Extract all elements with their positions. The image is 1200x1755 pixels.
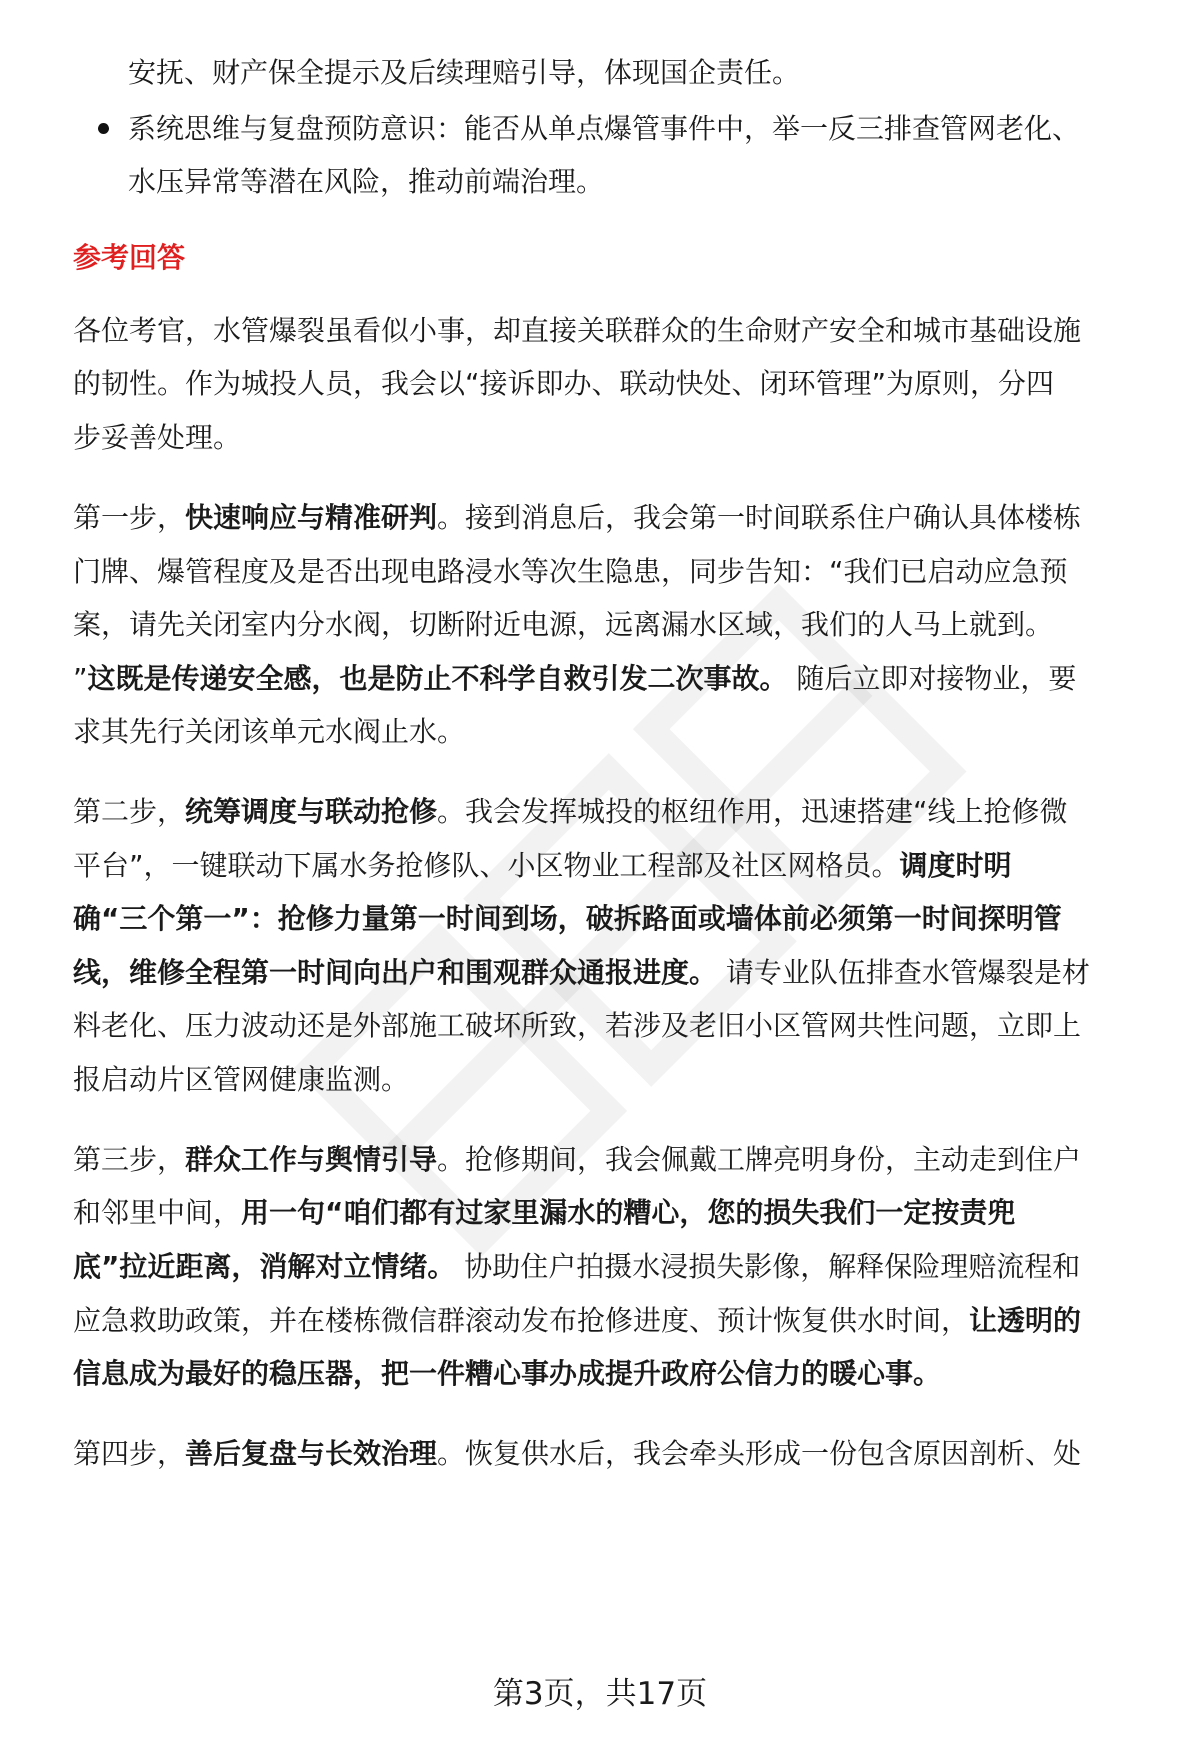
p0-line-2: 的韧性。作为城投人员，我会以“接诉即办、联动快处、闭环管理”为原则，分四	[73, 367, 1055, 400]
p3-line-4: 应急救助政策，并在楼栋微信群滚动发布抢修进度、预计恢复供水时间，让透明的	[73, 1304, 1082, 1337]
p2-line-1: 第二步，统筹调度与联动抢修。我会发挥城投的枢纽作用，迅速搭建“线上抢修微	[73, 795, 1068, 828]
intro-line-1: 安抚、财产保全提示及后续理赔引导，体现国企责任。	[128, 56, 801, 89]
p1-line-4: ”这既是传递安全感，也是防止不科学自救引发二次事故。 随后立即对接物业，要	[73, 662, 1077, 695]
p1-line-2: 门牌、爆管程度及是否出现电路浸水等次生隐患，同步告知：“我们已启动应急预	[73, 555, 1068, 588]
bullet-dot	[98, 123, 109, 134]
p1-line-3: 案，请先关闭室内分水阀，切断附近电源，远离漏水区域，我们的人马上就到。	[73, 608, 1054, 641]
p2-line-6: 报启动片区管网健康监测。	[73, 1063, 410, 1096]
p0-line-3: 步妥善处理。	[73, 421, 242, 454]
p4-line-1: 第四步，善后复盘与长效治理。恢复供水后，我会牵头形成一份包含原因剖析、处	[73, 1437, 1082, 1470]
p3-line-5: 信息成为最好的稳压器，把一件糟心事办成提升政府公信力的暖心事。	[73, 1357, 942, 1390]
p3-line-3: 底”拉近距离，消解对立情绪。 协助住户拍摄水浸损失影像，解释保险理赔流程和	[73, 1250, 1081, 1283]
p2-line-4: 线，维修全程第一时间向出户和围观群众通报进度。 请专业队伍排查水管爆裂是材	[73, 956, 1090, 989]
p2-line-2: 平台”，一键联动下属水务抢修队、小区物业工程部及社区网格员。调度时明	[73, 849, 1012, 882]
p1-line-5: 求其先行关闭该单元水阀止水。	[73, 715, 466, 748]
intro-line-2: 系统思维与复盘预防意识：能否从单点爆管事件中，举一反三排查管网老化、	[128, 112, 1081, 145]
p3-line-2: 和邻里中间，用一句“咱们都有过家里漏水的糟心，您的损失我们一定按责兜	[73, 1196, 1016, 1229]
p2-line-3: 确“三个第一”：抢修力量第一时间到场，破拆路面或墙体前必须第一时间探明管	[73, 902, 1062, 935]
p3-line-1: 第三步，群众工作与舆情引导。抢修期间，我会佩戴工牌亮明身份，主动走到住户	[73, 1143, 1082, 1176]
p2-line-5: 料老化、压力波动还是外部施工破坏所致，若涉及老旧小区管网共性问题，立即上	[73, 1009, 1082, 1042]
p1-line-1: 第一步，快速响应与精准研判。接到消息后，我会第一时间联系住户确认具体楼栋	[73, 501, 1082, 534]
p0-line-1: 各位考官，水管爆裂虽看似小事，却直接关联群众的生命财产安全和城市基础设施	[73, 314, 1082, 347]
page-number: 第3页，共17页	[492, 1676, 708, 1712]
section-heading: 参考回答	[73, 241, 186, 274]
intro-line-3: 水压异常等潜在风险，推动前端治理。	[128, 165, 605, 198]
